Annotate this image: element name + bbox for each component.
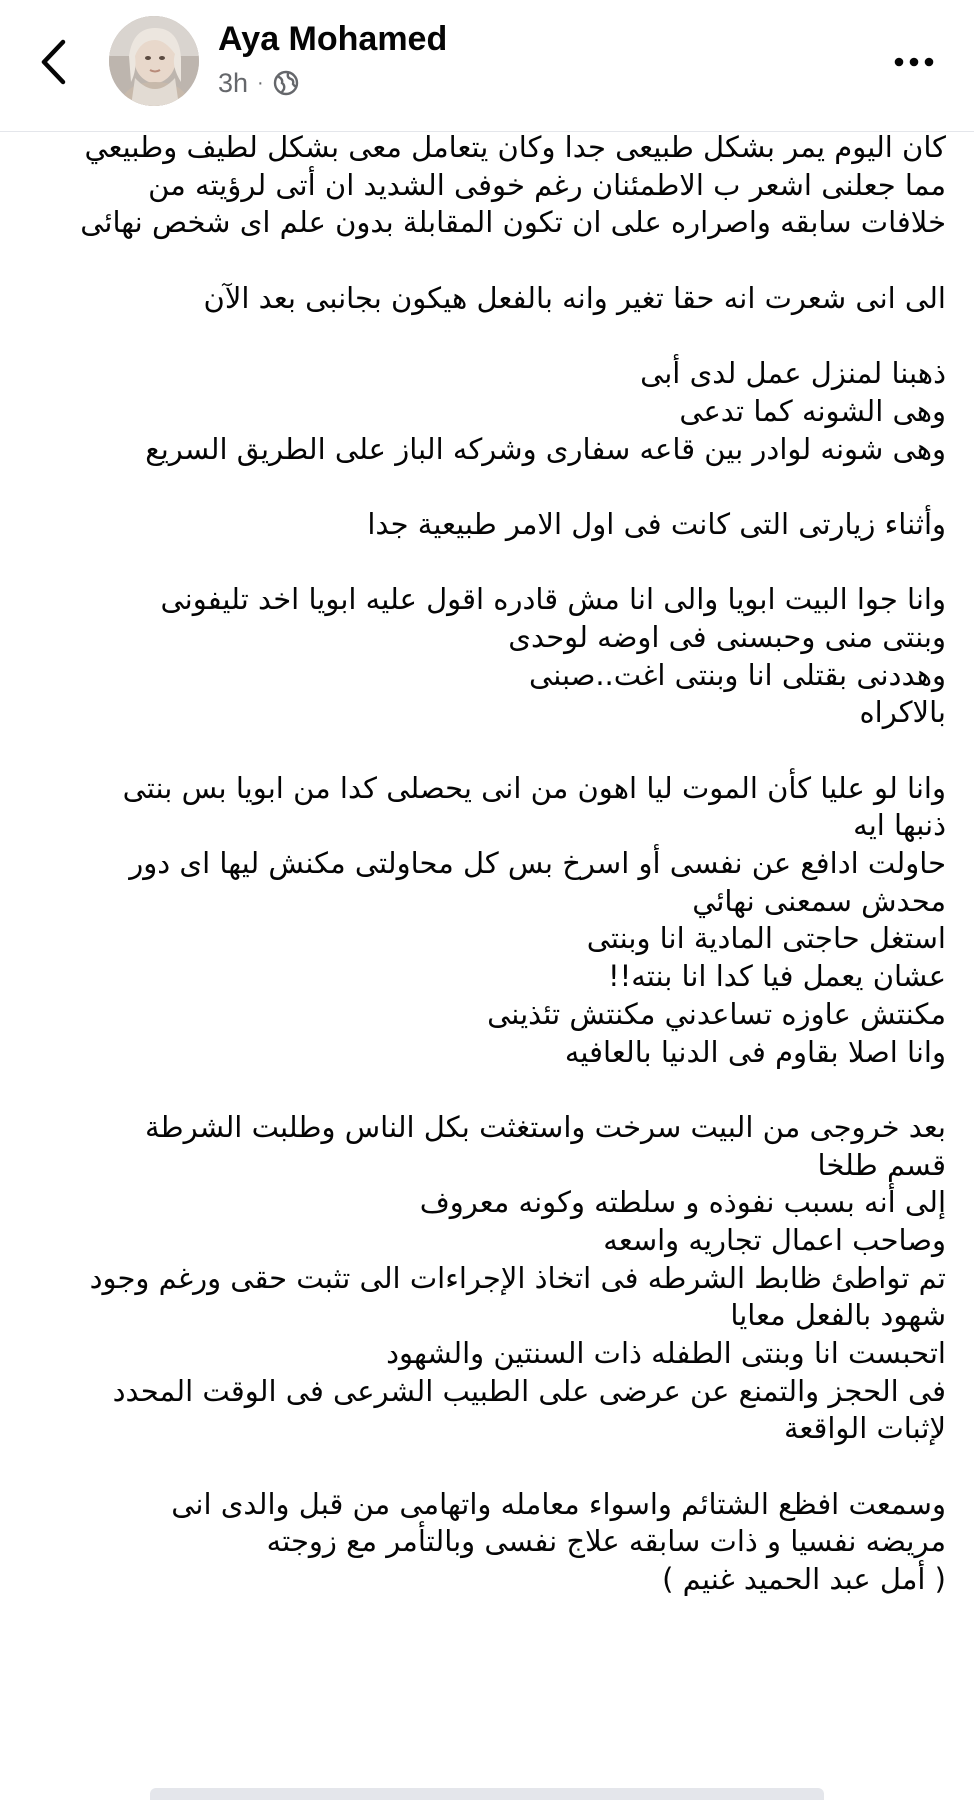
post-text-line: مكنتش عاوزه تساعدني مكنتش تئذينى xyxy=(487,996,946,1031)
post-meta xyxy=(218,66,299,100)
post-text-line: وبنتى منى وحبسنى فى اوضه لوحدى xyxy=(508,619,946,654)
bottom-sheet-handle xyxy=(150,1788,824,1800)
post-text xyxy=(28,129,946,1599)
post-text-line: شهود بالفعل معايا xyxy=(730,1298,946,1333)
post-text-line: محدش سمعنى نهائي xyxy=(692,883,946,918)
post-text-line: وهى شونه لوادر بين قاعه سفارى وشركه الباز على الطريق السريع xyxy=(145,431,946,466)
post-text-line: ذنبها ايه xyxy=(853,808,946,843)
post-text-line: ذهبنا لمنزل عمل لدى أبى xyxy=(640,356,946,391)
avatar[interactable] xyxy=(109,16,199,106)
paragraph-gap xyxy=(28,468,946,506)
post-text-line: وهى الشونه كما تدعى xyxy=(679,393,946,428)
paragraph-gap xyxy=(28,1071,946,1109)
back-button[interactable] xyxy=(30,34,78,90)
post-text-line: حاولت ادافع عن نفسى أو اسرخ بس كل محاولتى مكنش ليها اى دور xyxy=(129,846,946,881)
globe-icon xyxy=(273,70,299,96)
paragraph-gap xyxy=(28,732,946,770)
post-text-line: وأثناء زيارتى التى كانت فى اول الامر طبيعية جدا xyxy=(367,506,946,541)
more-options-button[interactable] xyxy=(884,40,944,84)
post-text-line: وصاحب اعمال تجاريه واسعه xyxy=(603,1222,946,1257)
post-text-line: وهددنى بقتلى انا وبنتى اغت..صبنى xyxy=(529,657,946,692)
post-text-line: بالاكراه xyxy=(859,695,946,730)
post-text-line: خلافات سابقه واصراره على ان تكون المقابلة بدون علم اى شخص نهائى xyxy=(80,205,946,240)
post-text-line: تم تواطئ ظابط الشرطه فى اتخاذ الإجراءات الى تثبت حقى ورغم وجود xyxy=(89,1260,946,1295)
post-text-line: وانا جوا البيت ابويا والى انا مش قادره اقول عليه ابويا اخد تليفونى xyxy=(160,582,946,617)
post-text-line: بعد خروجى من البيت سرخت واستغثت بكل الناس وطلبت الشرطة xyxy=(144,1109,946,1144)
post-text-line: استغل حاجتى المادية انا وبنتى xyxy=(586,921,946,956)
paragraph-gap xyxy=(28,242,946,280)
post-text-line: اتحبست انا وبنتى الطفله ذات السنتين والشهود xyxy=(386,1336,946,1370)
post-text-line: فى الحجز والتمنع عن عرضى على الطبيب الشرعى فى الوقت المحدد xyxy=(112,1373,946,1408)
more-horizontal-icon xyxy=(894,57,934,67)
post-header xyxy=(0,0,974,132)
post-text-line: عشان يعمل فيا كدا انا بنته!! xyxy=(607,959,946,994)
chevron-left-icon xyxy=(39,39,69,85)
post-text-line: وسمعت افظع الشتائم واسواء معامله واتهامى من قبل والدى انى xyxy=(171,1486,946,1521)
post-text-line: إلى أنه بسبب نفوذه و سلطته وكونه معروف xyxy=(419,1185,946,1220)
post-text-line: الى انى شعرت انه حقا تغير وانه بالفعل هيكون بجانبى بعد الآن xyxy=(203,280,946,315)
post-text-line: وانا اصلا بقاوم فى الدنيا بالعافيه xyxy=(564,1034,946,1069)
post-text-line: وانا لو عليا كأن الموت ليا اهون من انى يحصلى كدا من ابويا بس بنتى xyxy=(122,770,946,805)
post-text-line: مما جعلنى اشعر ب الاطمئنان رغم خوفى الشديد ان أتى لرؤيته من xyxy=(148,167,946,202)
post-text-line: قسم طلخا xyxy=(817,1147,946,1182)
post-text-line: مريضه نفسيا و ذات سابقه علاج نفسى وبالتأمر مع زوجته xyxy=(266,1524,946,1559)
post-text-line: ( أمل عبد الحميد غنيم ) xyxy=(662,1562,946,1597)
post-time[interactable]: 3h xyxy=(218,67,249,98)
paragraph-gap xyxy=(28,1448,946,1486)
paragraph-gap xyxy=(28,544,946,582)
author-name[interactable]: Aya Mohamed xyxy=(218,20,448,58)
post-text-line: لإثبات الواقعة xyxy=(783,1411,946,1446)
meta-separator: · xyxy=(257,71,264,94)
paragraph-gap xyxy=(28,317,946,355)
post-text-line: كان اليوم يمر بشكل طبيعى جدا وكان يتعامل معى بشكل لطيف وطبيعي xyxy=(84,130,946,164)
